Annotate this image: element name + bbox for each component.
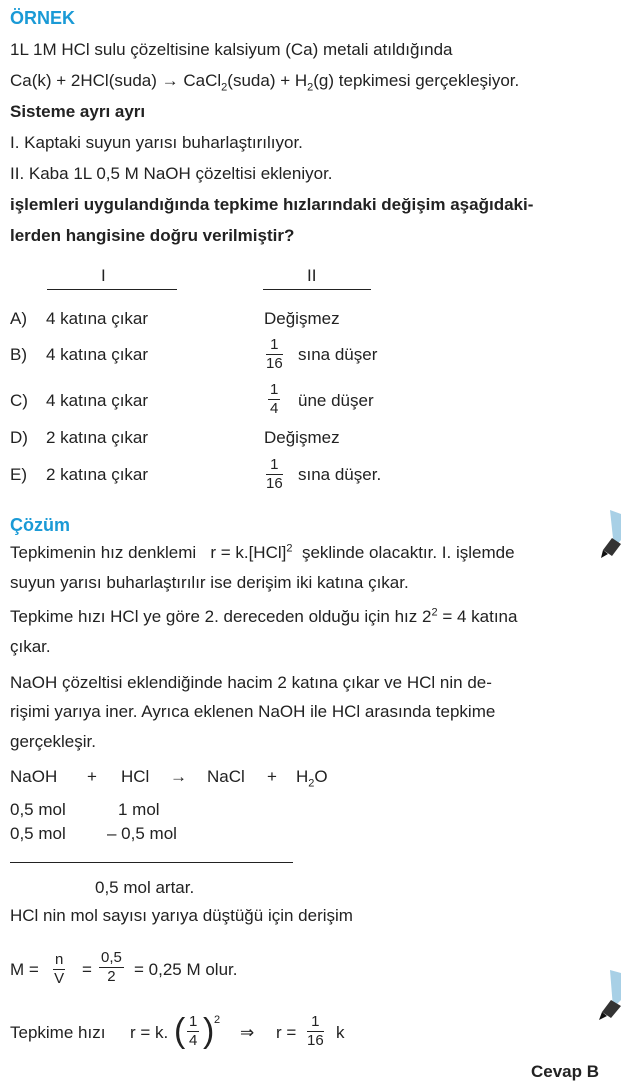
rate-result-k: k <box>336 1023 345 1042</box>
mol-row-2-naoh: 0,5 mol <box>10 824 66 843</box>
rxn-hcl: HCl <box>121 767 150 786</box>
option-d-col1: 2 katına çıkar <box>46 428 149 447</box>
mol-result: 0,5 mol artar. <box>95 878 195 897</box>
column-header-i-underline <box>47 289 177 290</box>
mol-row-1-hcl: 1 mol <box>118 800 160 819</box>
option-c-fraction: $\frac{1}{4}$ <box>270 381 279 417</box>
rate-equation: r = k. <box>130 1023 169 1042</box>
question-prompt-1: işlemleri uygulandığında tepkime hızlarındaki değişim aşağıdaki- <box>10 195 534 214</box>
pencil-icon <box>600 510 621 560</box>
column-header-ii-underline <box>263 289 371 290</box>
solution-line-7: gerçekleşir. <box>10 732 96 751</box>
solution-line-3: Tepkime hızı HCl ye göre 2. dereceden olduğu için hız $2^2 = 4$ katına <box>10 606 518 626</box>
solution-line-6: rişimi yarıya iner. Ayrıca eklenen NaOH ile HCl arasında tepkime <box>10 702 496 721</box>
option-c-col1: 4 katına çıkar <box>46 391 149 410</box>
rate-fraction: $\frac{1}{4}$ <box>189 1013 198 1049</box>
question-reaction: Ca(k) + 2HCl(suda) → CaCl$_2$(suda) + $H_2(g)$ tepkimesi gerçekleşiyor. <box>10 71 520 94</box>
molarity-lhs: M = <box>10 960 39 979</box>
rate-paren-left: ( <box>174 1012 186 1050</box>
solution-line-1: Tepkimenin hız denklemi r = k.[HCl]$^2$ şeklinde olacaktır. I. işlemde <box>10 542 515 562</box>
option-a-col2: Değişmez <box>264 309 340 328</box>
rxn-naoh: NaOH <box>10 767 58 786</box>
option-b-col2: sına düşer <box>298 345 378 364</box>
mol-table-divider <box>10 862 293 863</box>
question-line-3: Sisteme ayrı ayrı <box>10 102 146 121</box>
option-d-letter: D) <box>10 428 28 447</box>
rate-result-lhs: r = <box>276 1023 297 1042</box>
option-c-letter: C) <box>10 391 28 410</box>
pencil-icon-2 <box>598 970 621 1022</box>
rate-result-fraction: $\frac{1}{16}$ <box>307 1013 324 1049</box>
rate-paren-right: ) <box>203 1012 215 1050</box>
option-b-letter: B) <box>10 345 27 364</box>
solution-line-8: HCl nin mol sayısı yarıya düştüğü için derişim <box>10 906 353 925</box>
molarity-value-fraction: $\frac{0,5}{2}$ <box>101 949 122 985</box>
column-header-i: I <box>101 266 106 285</box>
rxn-plus-2: + <box>267 767 277 786</box>
option-e-letter: E) <box>10 465 27 484</box>
question-prompt-2: lerden hangisine doğru verilmiştir? <box>10 226 295 245</box>
example-title: ÖRNEK <box>10 8 76 28</box>
column-header-ii: II <box>307 266 317 285</box>
rate-label: Tepkime hızı <box>10 1023 106 1042</box>
rxn-plus-1: + <box>87 767 97 786</box>
solution-line-5: NaOH çözeltisi eklendiğinde hacim 2 katına çıkar ve HCl nin de- <box>10 673 492 692</box>
option-a-col1: 4 katına çıkar <box>46 309 149 328</box>
rxn-arrow: → <box>170 767 187 786</box>
molarity-equals: = <box>82 960 92 979</box>
option-b-col1: 4 katına çıkar <box>46 345 149 364</box>
option-a-letter: A) <box>10 309 27 328</box>
rxn-water: $H_2O$ <box>296 767 328 790</box>
option-b-fraction: $\frac{1}{16}$ <box>266 336 283 372</box>
rate-exponent: 2 <box>214 1014 221 1026</box>
question-line-1: 1L 1M HCl sulu çözeltisine kalsiyum (Ca) metali atıldığında <box>10 40 453 59</box>
option-d-col2: Değişmez <box>264 428 340 447</box>
implies-icon: ⇒ <box>240 1023 255 1042</box>
option-e-fraction: $\frac{1}{16}$ <box>266 456 283 492</box>
molarity-n-over-v: $\frac{n}{V}$ <box>54 951 65 987</box>
mol-row-1-naoh: 0,5 mol <box>10 800 66 819</box>
option-e-col2: sına düşer. <box>298 465 382 484</box>
answer-label: Cevap B <box>531 1062 600 1081</box>
option-e-col1: 2 katına çıkar <box>46 465 149 484</box>
solution-line-2: suyun yarısı buharlaştırılır ise derişim iki katına çıkar. <box>10 573 409 592</box>
solution-title: Çözüm <box>10 515 70 535</box>
solution-line-4: çıkar. <box>10 637 51 656</box>
molarity-rhs: = 0,25 M olur. <box>134 960 238 979</box>
question-step-2: II. Kaba 1L 0,5 M NaOH çözeltisi ekleniyor. <box>10 164 333 183</box>
mol-row-2-hcl: – 0,5 mol <box>107 824 177 843</box>
question-step-1: I. Kaptaki suyun yarısı buharlaştırılıyor. <box>10 133 303 152</box>
option-c-col2: üne düşer <box>298 391 374 410</box>
rxn-nacl: NaCl <box>207 767 245 786</box>
